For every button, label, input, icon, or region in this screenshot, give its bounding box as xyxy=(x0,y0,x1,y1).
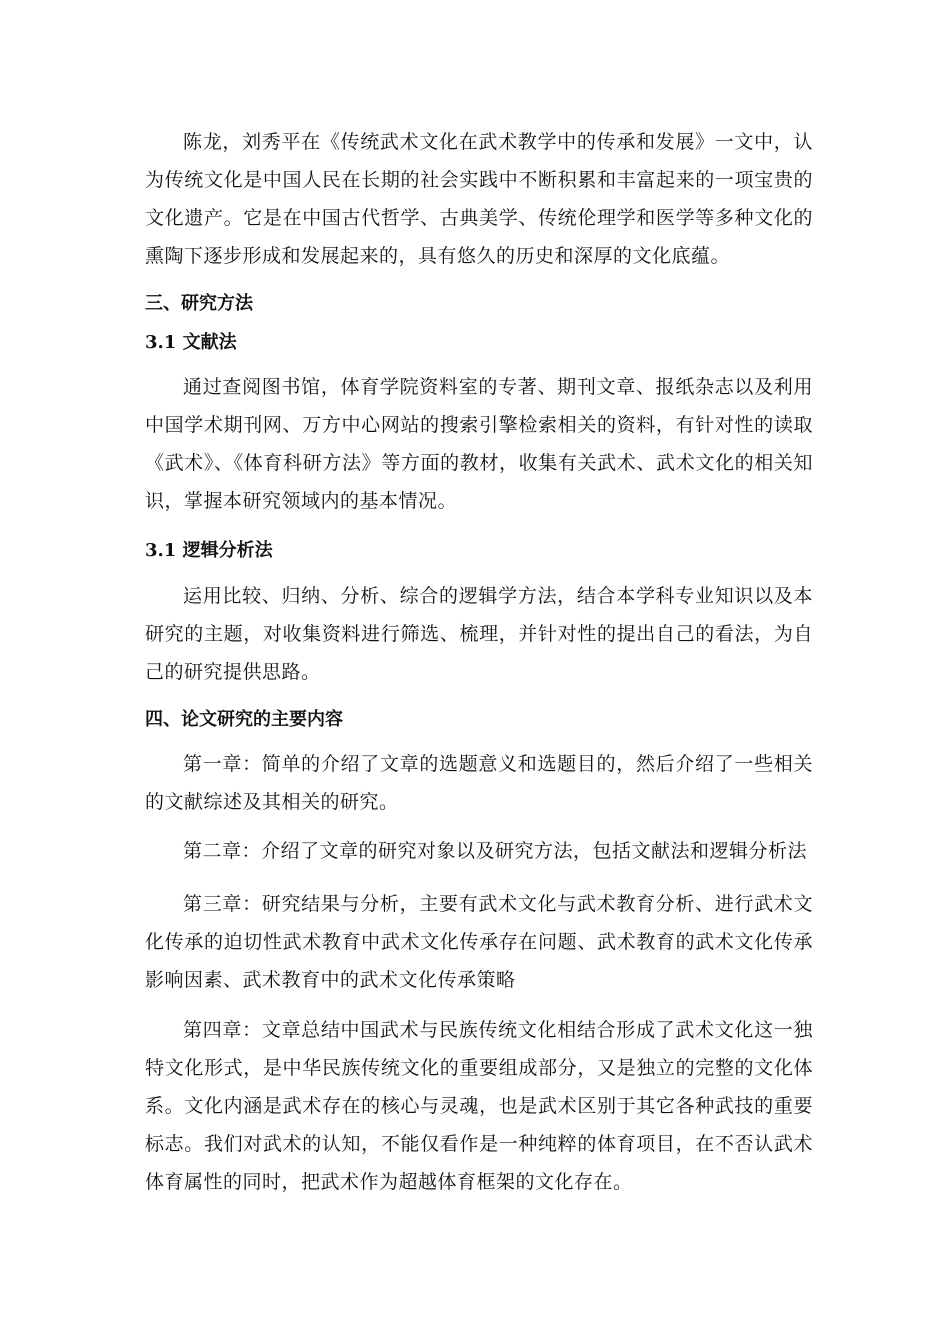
chapter-2-paragraph: 第二章：介绍了文章的研究对象以及研究方法，包括文献法和逻辑分析法 xyxy=(183,840,808,862)
subheading-logic-method: 3.1 逻辑分析法 xyxy=(145,540,273,561)
subheading-literature-method: 3.1 文献法 xyxy=(145,332,237,353)
logic-method-paragraph: 运用比较、归纳、分析、综合的逻辑学方法，结合本学科专业知识以及本研究的主题，对收集资料进行筛选、梳理，并针对性的提出自己的看法，为自己的研究提供思路。 xyxy=(145,585,813,683)
intro-paragraph: 陈龙，刘秀平在《传统武术文化在武术教学中的传承和发展》一文中，认为传统文化是中国人民在长期的社会实践中不断积累和丰富起来的一项宝贵的文化遗产。它是在中国古代哲学、古典美学、传统伦理学和医学等多种文化的熏陶下逐步形成和发展起来的，具有悠久的历史和深厚的文化底蕴。 xyxy=(145,131,813,267)
section-heading-research-methods: 三、研究方法 xyxy=(145,293,253,314)
literature-method-paragraph: 通过查阅图书馆，体育学院资料室的专著、期刊文章、报纸杂志以及利用中国学术期刊网、万方中心网站的搜索引擎检索相关的资料，有针对性的读取《武术》、《体育科研方法》等方面的教材，收集有关武术、武术文化的相关知识，掌握本研究领域内的基本情况。 xyxy=(145,376,813,512)
chapter-1-paragraph: 第一章：简单的介绍了文章的选题意义和选题目的，然后介绍了一些相关的文献综述及其相关的研究。 xyxy=(145,753,813,813)
section-heading-main-content: 四、论文研究的主要内容 xyxy=(145,709,343,730)
chapter-3-paragraph: 第三章：研究结果与分析，主要有武术文化与武术教育分析、进行武术文化传承的迫切性武术教育中武术文化传承存在问题、武术教育的武术文化传承影响因素、武术教育中的武术文化传承策略 xyxy=(145,893,813,991)
chapter-4-paragraph: 第四章：文章总结中国武术与民族传统文化相结合形成了武术文化这一独特文化形式，是中华民族传统文化的重要组成部分，又是独立的完整的文化体系。文化内涵是武术存在的核心与灵魂，也是武术区别于其它各种武技的重要标志。我们对武术的认知，不能仅看作是一种纯粹的体育项目，在不否认武术体育属性的同时，把武术作为超越体育框架的文化存在。 xyxy=(145,1019,813,1193)
